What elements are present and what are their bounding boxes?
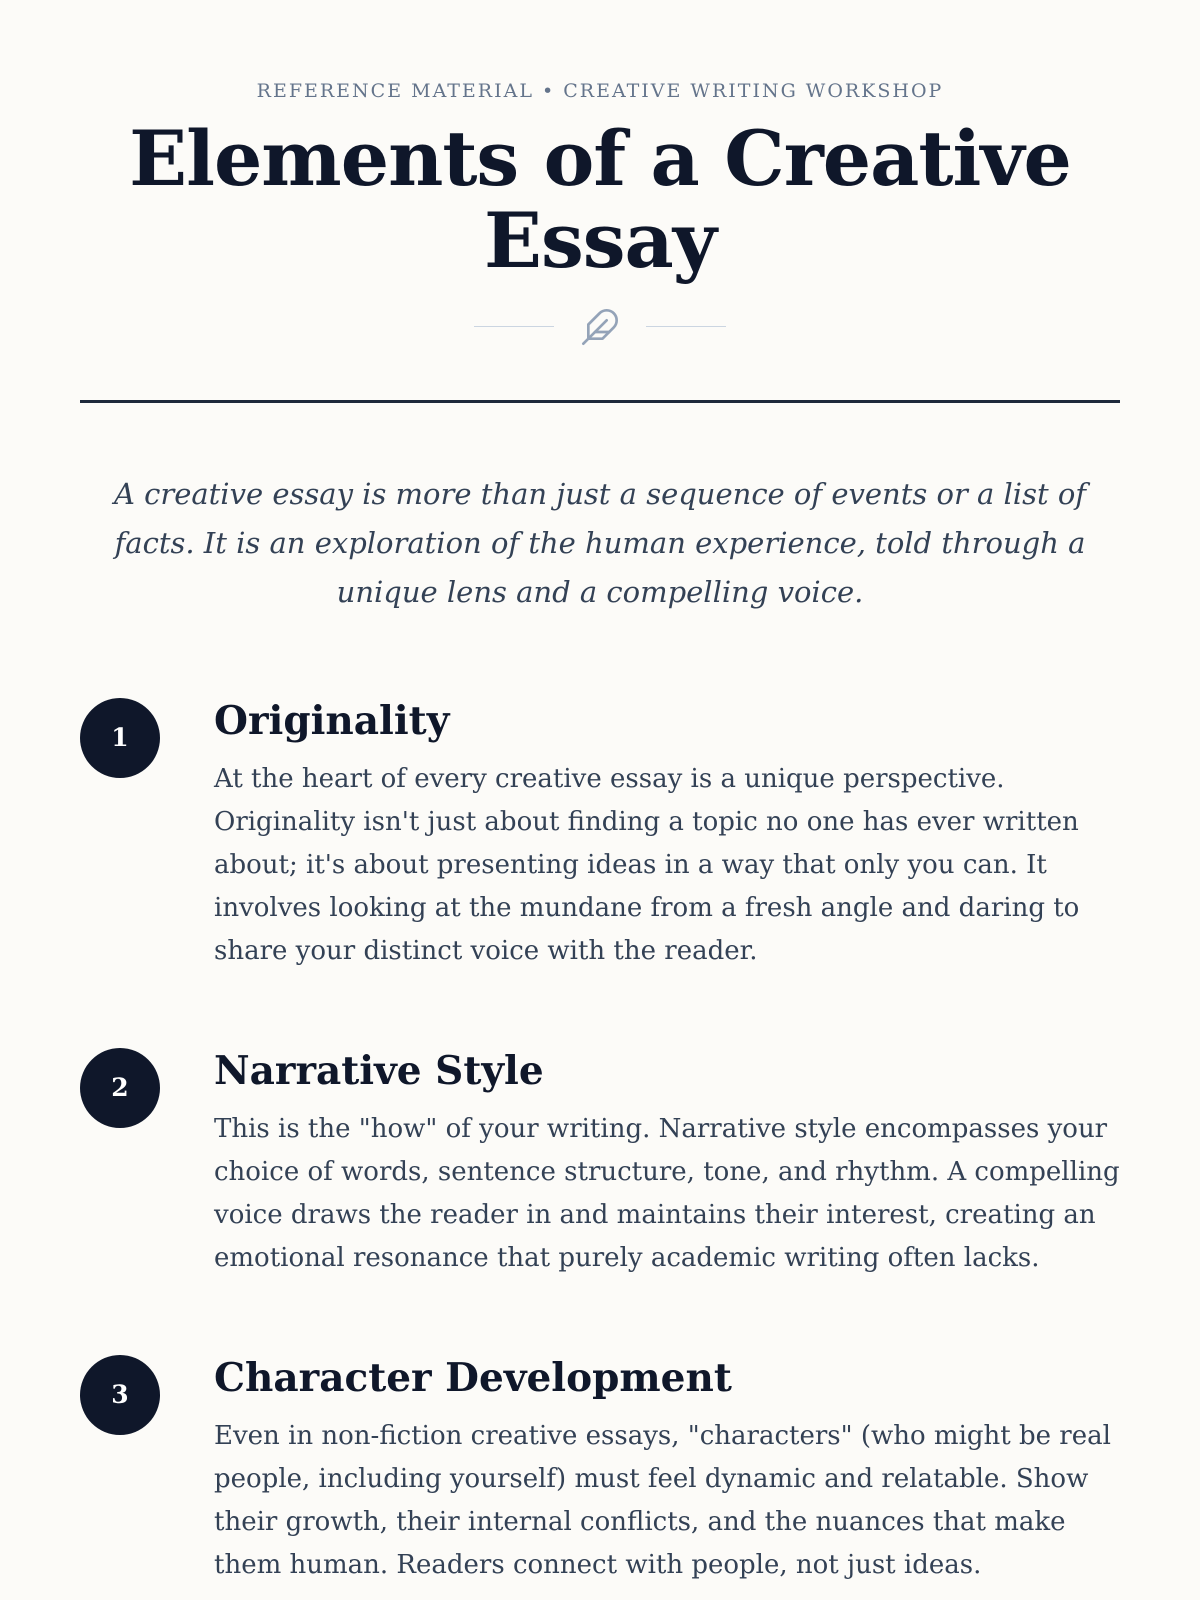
section-title: Originality bbox=[214, 698, 450, 744]
feather-icon bbox=[580, 307, 620, 347]
intro-paragraph: A creative essay is more than just a sequence of events or a list of facts. It is an exploration of the human experience, told through a unique lens and a compelling voice. bbox=[113, 477, 1087, 609]
section-title: Narrative Style bbox=[214, 1048, 544, 1094]
section-body: Even in non-fiction creative essays, "characters" (who might be real people, including yourself) must feel dynamic and relatable. Show their growth, their internal conflicts, and the nuances that make them human. Readers connect with people, not just ideas. bbox=[214, 1421, 1111, 1580]
section-title: Character Development bbox=[214, 1355, 732, 1401]
ornament-line-left bbox=[474, 326, 554, 327]
section-number-badge: 3 bbox=[80, 1355, 160, 1435]
title-ornament bbox=[0, 305, 1200, 349]
section-body: At the heart of every creative essay is a unique perspective. Originality isn't just about finding a topic no one has ever written about; it's about presenting ideas in a way that only you can. It involves looking at the mundane from a fresh angle and daring to share your distinct voice with the reader. bbox=[214, 764, 1080, 966]
section-number-badge: 2 bbox=[80, 1048, 160, 1128]
eyebrow-label: REFERENCE MATERIAL • CREATIVE WRITING WORKSHOP bbox=[256, 80, 944, 102]
header-divider bbox=[80, 400, 1120, 403]
section-number-badge: 1 bbox=[80, 698, 160, 778]
section-body: This is the "how" of your writing. Narrative style encompasses your choice of words, sentence structure, tone, and rhythm. A compelling voice draws the reader in and maintains their interest, creating an emotional resonance that purely academic writing often lacks. bbox=[214, 1114, 1120, 1273]
ornament-line-right bbox=[646, 326, 726, 327]
page-title: Elements of a Creative Essay bbox=[129, 114, 1071, 285]
